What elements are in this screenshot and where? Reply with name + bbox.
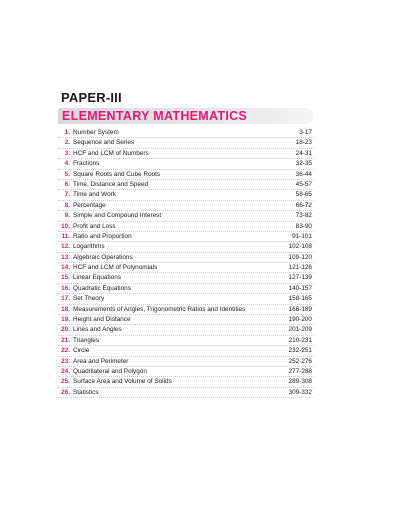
- chapter-title: HCF and LCM of Numbers: [73, 149, 149, 157]
- page-range: 102-108: [288, 243, 312, 251]
- chapter-number: 12.: [61, 243, 70, 251]
- toc-row: [58, 159, 314, 169]
- toc-row: [58, 346, 314, 356]
- page-range: 140-157: [288, 284, 312, 292]
- toc-row: [58, 284, 314, 294]
- chapter-title: Circle: [73, 347, 90, 355]
- chapter-title: Measurements of Angles, Trigonometric Ratios and Identities: [73, 305, 246, 313]
- page-range: 109-120: [288, 253, 312, 261]
- chapter-title: Percentage: [73, 201, 106, 209]
- page-range: 277-288: [288, 367, 312, 375]
- page-range: 201-209: [288, 326, 312, 334]
- toc-row: [58, 211, 314, 221]
- chapter-number: 21.: [61, 336, 70, 344]
- toc-row: [58, 377, 314, 387]
- toc-row: [58, 367, 314, 377]
- chapter-number: 19.: [61, 316, 70, 324]
- chapter-title: Fractions: [73, 160, 100, 168]
- toc-row: [58, 190, 314, 200]
- toc-row: [58, 242, 314, 252]
- page-range: 232-251: [288, 347, 312, 355]
- chapter-title: Profit and Loss: [73, 222, 116, 230]
- table-of-contents: [58, 128, 314, 398]
- toc-row: [58, 201, 314, 211]
- toc-row: [58, 315, 314, 325]
- toc-row: [58, 128, 314, 138]
- toc-row: [58, 263, 314, 273]
- chapter-number: 25.: [61, 378, 70, 386]
- page-range: 3-17: [299, 129, 312, 136]
- chapter-title: Number System: [73, 129, 119, 136]
- page-range: 24-31: [295, 149, 312, 157]
- chapter-title: Time, Distance and Speed: [73, 180, 149, 188]
- page-range: 91-101: [292, 232, 312, 240]
- chapter-title: Quadratic Equations: [73, 284, 131, 292]
- chapter-number: 9.: [64, 212, 70, 220]
- page-range: 166-189: [288, 305, 312, 313]
- toc-row: [58, 138, 314, 148]
- chapter-title: Linear Equations: [73, 274, 121, 282]
- page-range: 32-35: [295, 160, 312, 168]
- chapter-title: Simple and Compound Interest: [73, 212, 162, 220]
- page-range: 190-200: [288, 316, 312, 324]
- toc-row: [58, 273, 314, 283]
- toc-row: [58, 336, 314, 346]
- toc-row: [58, 170, 314, 180]
- page-range: 210-231: [288, 336, 312, 344]
- chapter-title: Sequence and Series: [73, 139, 135, 147]
- toc-row: [58, 294, 314, 304]
- chapter-title: Height and Distance: [73, 316, 131, 324]
- toc-row: [58, 232, 314, 242]
- page-range: 45-57: [295, 180, 312, 188]
- page-range: 58-65: [295, 191, 312, 199]
- page-range: 73-82: [295, 212, 312, 220]
- section-title: ELEMENTARY MATHEMATICS: [62, 109, 248, 123]
- toc-row: [58, 253, 314, 263]
- page-range: 36-44: [295, 170, 312, 178]
- toc-row: [58, 180, 314, 190]
- page-range: 66-72: [295, 201, 312, 209]
- chapter-number: 3.: [64, 149, 70, 157]
- chapter-title: Surface Area and Volume of Solids: [73, 378, 172, 386]
- page-range: 83-90: [295, 222, 312, 230]
- chapter-title: Lines and Angles: [73, 326, 122, 334]
- chapter-title: Set Theory: [73, 295, 105, 303]
- chapter-number: 6.: [64, 180, 70, 188]
- chapter-title: Logarithms: [73, 243, 105, 251]
- chapter-number: 8.: [64, 201, 70, 209]
- chapter-title: Quadrilateral and Polygon: [73, 367, 147, 375]
- chapter-title: Area and Perimeter: [73, 357, 129, 365]
- chapter-number: 23.: [61, 357, 70, 365]
- toc-row: [58, 388, 314, 398]
- chapter-number: 22.: [61, 347, 70, 355]
- toc-row: [58, 305, 314, 315]
- chapter-number: 7.: [64, 191, 70, 199]
- chapter-number: 10.: [61, 222, 70, 230]
- page-range: 127-139: [288, 274, 312, 282]
- chapter-title: Square Roots and Cube Roots: [73, 170, 161, 178]
- chapter-number: 20.: [61, 326, 70, 334]
- chapter-title: Algebraic Operations: [73, 253, 133, 261]
- chapter-title: Ratio and Proportion: [73, 232, 132, 240]
- toc-row: [58, 325, 314, 335]
- chapter-number: 17.: [61, 295, 70, 303]
- chapter-number: 24.: [61, 367, 70, 375]
- chapter-title: Triangles: [73, 336, 100, 344]
- paper-label: PAPER-III: [61, 90, 122, 105]
- chapter-title: Time and Work: [73, 191, 116, 199]
- page-range: 309-332: [288, 388, 312, 396]
- chapter-number: 18.: [61, 305, 70, 313]
- chapter-number: 26.: [61, 388, 70, 396]
- page-range: 18-23: [295, 139, 312, 147]
- chapter-title: Statistics: [73, 388, 99, 396]
- chapter-title: HCF and LCM of Polynomials: [73, 264, 158, 272]
- chapter-number: 11.: [61, 232, 70, 240]
- toc-row: [58, 149, 314, 159]
- chapter-number: 4.: [64, 160, 70, 168]
- page-range: 121-126: [288, 264, 312, 272]
- chapter-number: 1.: [64, 129, 70, 136]
- page-range: 289-308: [288, 378, 312, 386]
- toc-row: [58, 222, 314, 232]
- chapter-number: 2.: [64, 139, 70, 147]
- chapter-number: 13.: [61, 253, 70, 261]
- toc-row: [58, 357, 314, 367]
- chapter-number: 14.: [61, 264, 70, 272]
- chapter-number: 15.: [61, 274, 70, 282]
- chapter-number: 5.: [64, 170, 70, 178]
- page-range: 252-276: [288, 357, 312, 365]
- page-range: 158-165: [288, 295, 312, 303]
- chapter-number: 16.: [61, 284, 70, 292]
